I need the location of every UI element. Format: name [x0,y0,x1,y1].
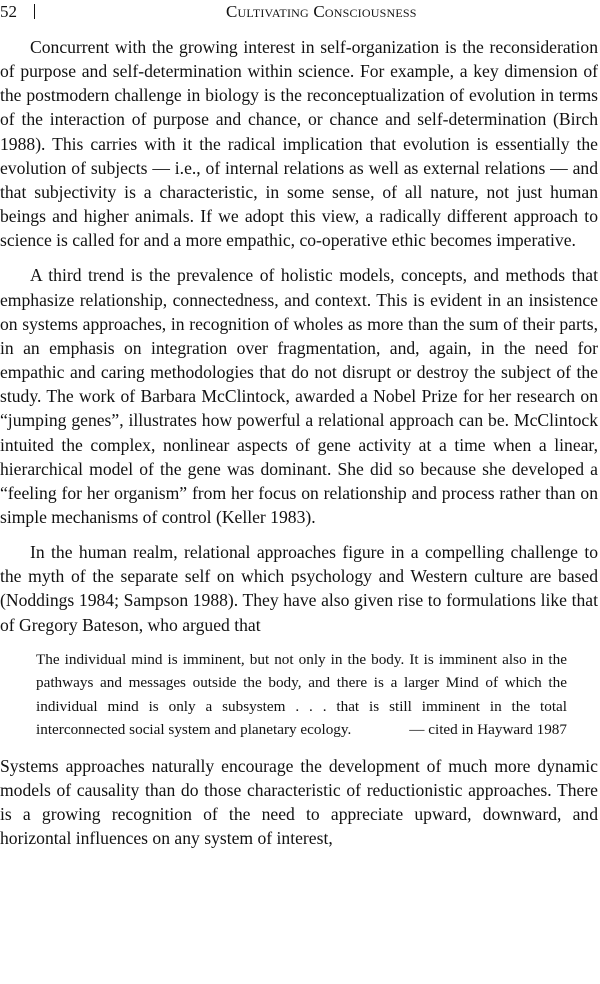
header-divider [34,4,35,19]
paragraph-holistic-models: A third trend is the prevalence of holistic models, concepts, and methods that emphasize relationship, connectedness, and context. This is evident in an insistence on systems approaches, in recognition of wholes as more than the sum of their parts, in an emphasis on integration over fragmentation, and, again, in the need for empathic and caring methodologies that do not disrupt or destroy the subject of the study. The work of Barbara McClintock, awarded a Nobel Prize for her research on “jumping genes”, illustrates how powerful a relational approach can be. McClintock intuited the complex, nonlinear aspects of gene activity at a time when a linear, hierarchical model of the gene was dominant. She did so because she developed a “feeling for her organism” from her focus on relationship and process rather than on simple mechanisms of control (Keller 1983). [0,265,598,527]
running-title: Cultivating Consciousness [226,2,417,21]
bateson-block-quote [36,648,567,742]
block-quote-text: The individual mind is imminent, but not only in the body. It is imminent also in the pathways and messages outside the body, and there is a larger Mind of which the individual mind is only a subsystem . . . that is still imminent in the total interconnected social system and planetary ecology. [36,650,567,739]
page-number: 52 [0,2,17,21]
paragraph-self-determination: Concurrent with the growing interest in self-organization is the reconsideration of purpose and self-determination within science. For example, a key dimension of the postmodern challenge in biology is the reconceptualization of evolution in terms of the interaction of purpose and chance, or chance and self-determination (Birch 1988). This carries with it the radical implication that evolution is essentially the evolution of subjects — i.e., of internal relations as well as external relations — and that subjectivity is a characteristic, in some sense, of all nature, not just human beings and higher animals. If we adopt this view, a radically different approach to science is called for and a more empathic, co-operative ethic becomes imperative. [0,37,598,251]
running-head [0,0,600,24]
paragraph-relational-approaches: In the human realm, relational approaches figure in a compelling challenge to the myth of the separate self on which psychology and Western culture are based (Noddings 1984; Sampson 1988). They have also given rise to formulations like that of Gregory Bateson, who argued that [0,542,598,635]
block-quote-citation: — cited in Hayward 1987 [409,721,567,739]
body-text [0,35,598,850]
paragraph-systems-approaches: Systems approaches naturally encourage the development of much more dynamic models of causality than do those characteristic of reductionistic approaches. There is a growing recognition of the need to appreciate upward, downward, and horizontal influences on any system of interest, [0,755,598,849]
